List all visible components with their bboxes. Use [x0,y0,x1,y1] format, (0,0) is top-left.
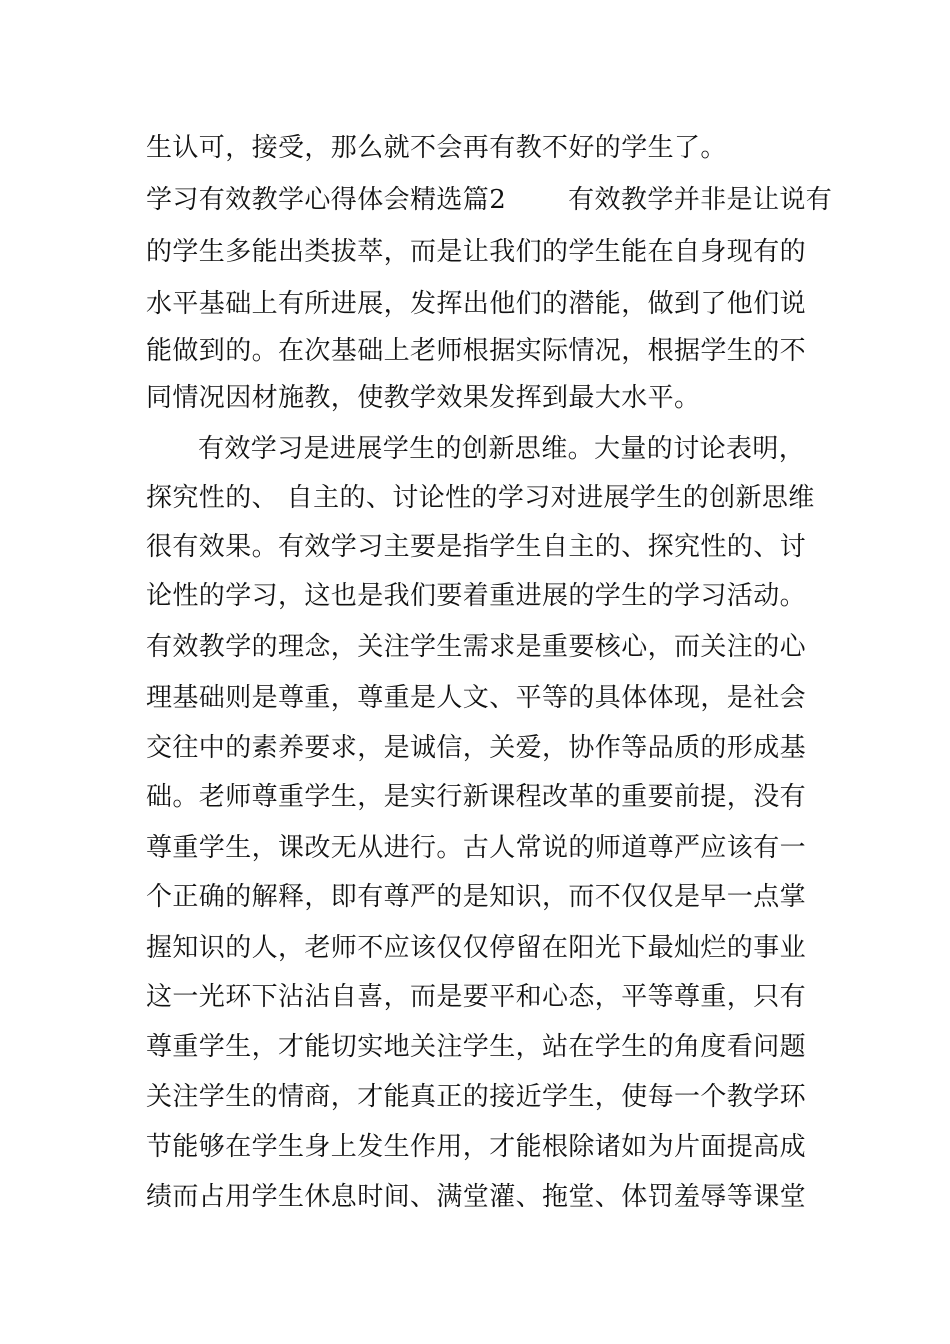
text-line: 础。老师尊重学生，是实行新课程改革的重要前提，没有 [146,782,807,812]
text-line: 关注学生的情商，才能真正的接近学生，使每一个教学环 [146,1082,807,1112]
text-line: 能做到的。在次基础上老师根据实际情况，根据学生的不 [146,336,807,366]
text-line: 交往中的素养要求，是诚信，关爱，协作等品质的形成基 [146,733,807,763]
text-line: 水平基础上有所进展，发挥出他们的潜能，做到了他们说 [146,289,807,319]
text-line: 同情况因材施教，使教学效果发挥到最大水平。 [146,383,701,413]
text-line: 的学生多能出类拔萃，而是让我们的学生能在自身现有的 [146,237,807,267]
text-line: 尊重学生，才能切实地关注学生，站在学生的角度看问题 [146,1032,807,1062]
section-heading-line [146,185,832,215]
text-line: 这一光环下沾沾自喜，而是要平和心态，平等尊重，只有 [146,982,807,1012]
text-line: 节能够在学生身上发生作用，才能根除诸如为片面提高成 [146,1132,807,1162]
paragraph-start: 有效教学并非是让说有 [568,185,833,215]
text-line: 生认可，接受，那么就不会再有教不好的学生了。 [146,133,727,163]
text-line: 论性的学习，这也是我们要着重进展的学生的学习活动。 [146,581,807,611]
text-line: 有效教学的理念，关注学生需求是重要核心，而关注的心 [146,632,807,662]
text-line: 个正确的解释，即有尊严的是知识，而不仅仅是早一点掌 [146,882,807,912]
text-line: 很有效果。有效学习主要是指学生自主的、探究性的、讨 [146,532,807,562]
paragraph-first-line: 有效学习是进展学生的创新思维。大量的讨论表明， [198,434,806,464]
section-heading: 学习有效教学心得体会精选篇2 [146,185,507,215]
text-line: 尊重学生，课改无从进行。古人常说的师道尊严应该有一 [146,833,807,863]
text-line: 理基础则是尊重，尊重是人文、平等的具体体现，是社会 [146,683,807,713]
text-line: 探究性的、 自主的、讨论性的学习对进展学生的创新思维 [146,483,815,513]
text-line: 握知识的人，老师不应该仅仅停留在阳光下最灿烂的事业 [146,933,807,963]
text-line: 绩而占用学生休息时间、满堂灌、拖堂、体罚羞辱等课堂 [146,1182,807,1212]
